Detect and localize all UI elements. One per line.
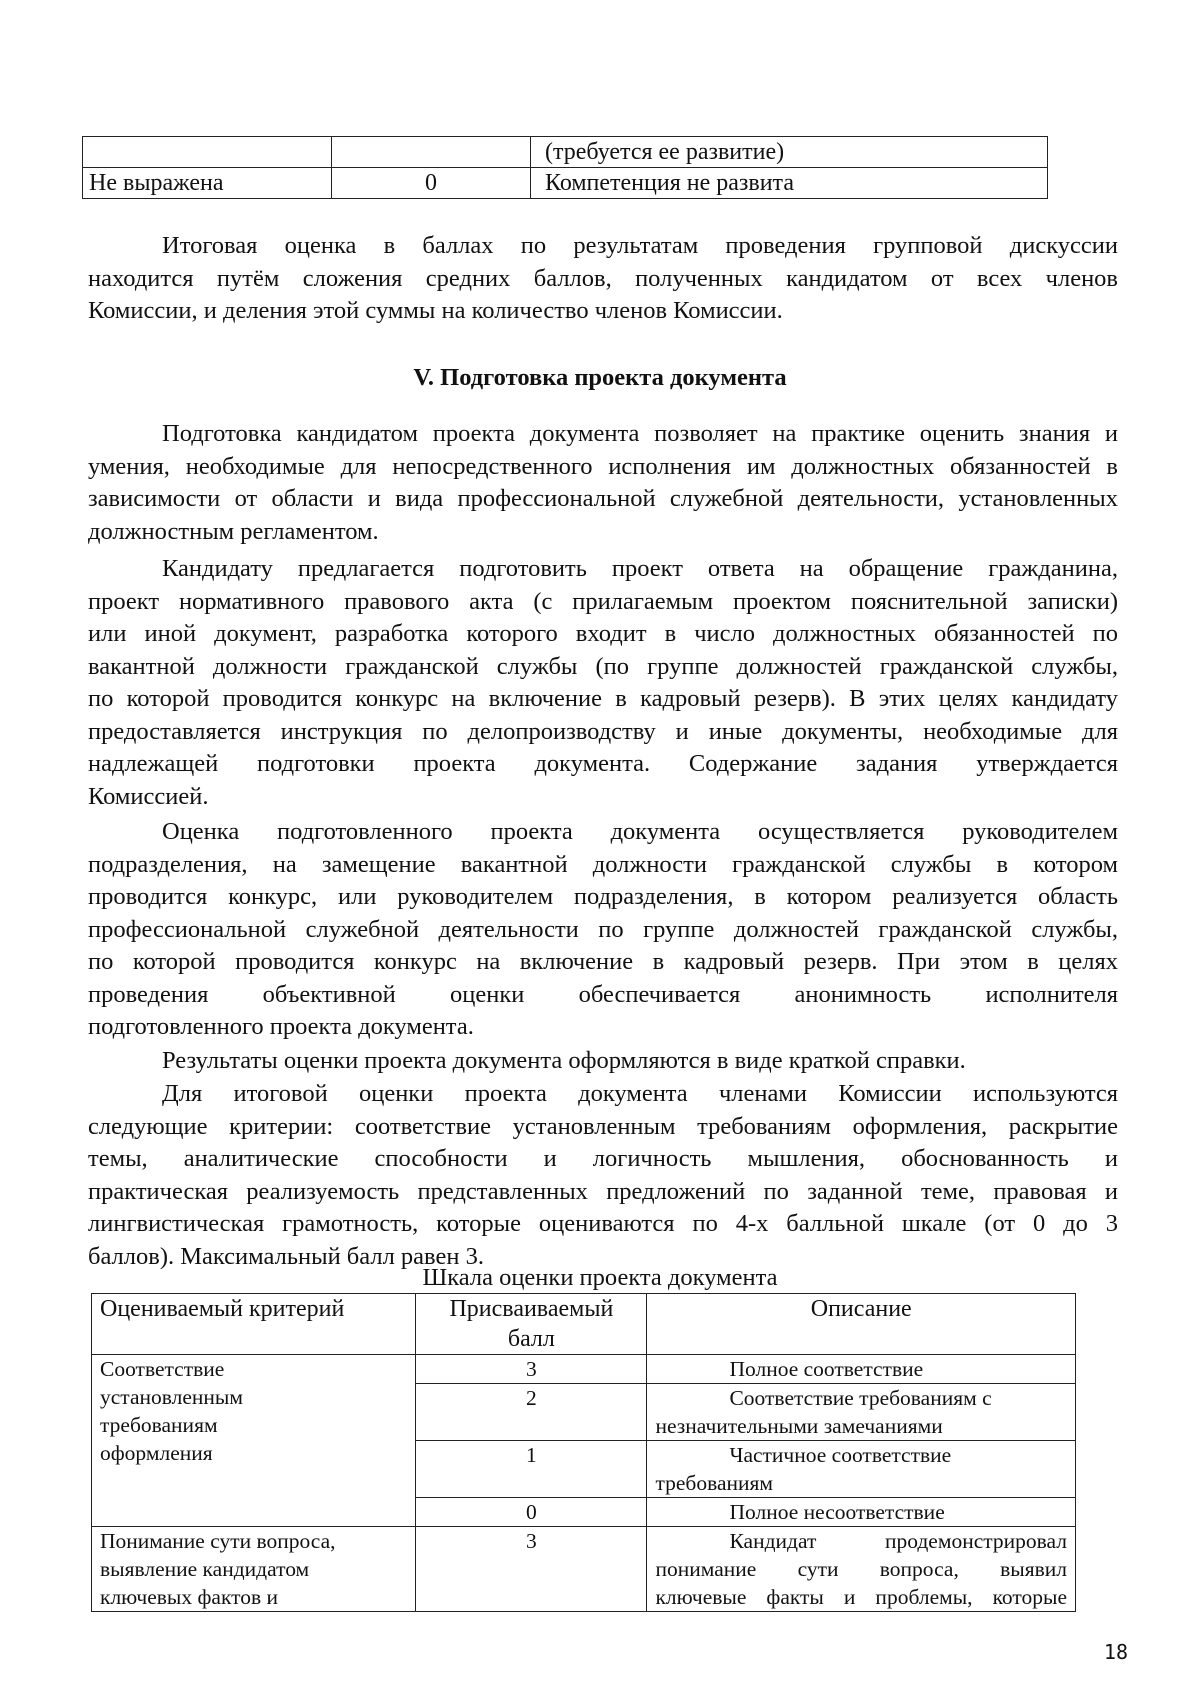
paragraph-final-score <box>88 230 1118 328</box>
text-line: подразделения, на замещение вакантной должности гражданской службы в котором <box>88 850 1118 878</box>
criterion-line: Понимание сути вопроса, <box>100 1529 336 1553</box>
criterion-line: Соответствие <box>100 1357 225 1381</box>
criterion-cell <box>92 1527 416 1612</box>
text-line: вакантной должности гражданской службы (по группе должностей гражданской службы, <box>88 652 1118 680</box>
paragraph-3 <box>88 816 1118 1044</box>
text-line: Результаты оценки проекта документа оформляются в виде краткой справки. <box>162 1047 966 1074</box>
competency-table-fragment <box>82 136 1048 199</box>
text-line: находится путём сложения средних баллов, полученных кандидатом от всех членов <box>88 264 1118 292</box>
criterion-line: установленным <box>100 1385 243 1409</box>
description-cell <box>647 1441 1076 1498</box>
table-cell: (требуется ее развитие) <box>531 137 1048 168</box>
score-cell: 3 <box>416 1527 647 1612</box>
text-line: следующие критерии: соответствие установленным требованиям оформления, раскрытие <box>88 1112 1118 1140</box>
table-row <box>92 1527 1076 1612</box>
paragraph-4 <box>88 1045 1118 1078</box>
text-line: по которой проводится конкурс на включение в кадровый резерв). В этих целях кандидату <box>88 685 1118 712</box>
score-cell: 1 <box>416 1441 647 1498</box>
text-line: Оценка подготовленного проекта документа осуществляется руководителем <box>162 818 1118 845</box>
criterion-line: ключевых фактов и <box>100 1585 279 1609</box>
text-line: должностным регламентом. <box>88 517 379 545</box>
table-row <box>92 1355 1076 1384</box>
description-line: Кандидат продемонстрировал <box>729 1529 1067 1553</box>
description-cell <box>647 1527 1076 1612</box>
section-heading: V. Подготовка проекта документа <box>413 364 787 391</box>
score-cell: 3 <box>416 1355 647 1384</box>
paragraph-5 <box>88 1078 1118 1273</box>
criterion-cell <box>92 1355 416 1527</box>
text-line: профессиональной служебной деятельности по группе должностей гражданской службы, <box>88 915 1118 943</box>
header-description: Описание <box>647 1294 1076 1355</box>
table-header-row <box>92 1294 1076 1355</box>
table-cell: 0 <box>332 168 531 199</box>
header-score-line: балл <box>507 1326 555 1352</box>
score-cell: 2 <box>416 1384 647 1441</box>
text-line: Комиссии, и деления этой суммы на количество членов Комиссии. <box>88 297 783 324</box>
paragraph-1 <box>88 418 1118 548</box>
description-line: Соответствие требованиям с <box>729 1386 992 1410</box>
text-line: умения, необходимые для непосредственного исполнения им должностных обязанностей в <box>88 452 1118 480</box>
text-line: Кандидату предлагается подготовить проект ответа на обращение гражданина, <box>162 555 1118 582</box>
page-number: 18 <box>1103 1640 1128 1664</box>
text-line: предоставляется инструкция по делопроизводству и иные документы, необходимые для <box>88 717 1118 745</box>
description-line: Частичное соответствие <box>729 1443 952 1467</box>
table-cell: Компетенция не развита <box>531 168 1048 199</box>
description-cell <box>647 1384 1076 1441</box>
description-line: незначительными замечаниями <box>655 1414 943 1438</box>
text-line: проведения объективной оценки обеспечивается анонимность исполнителя <box>88 980 1118 1008</box>
text-line: или иной документ, разработка которого входит в число должностных обязанностей по <box>88 620 1118 647</box>
description-line: ключевые факты и проблемы, которые <box>655 1585 1067 1609</box>
paragraph-2 <box>88 553 1118 813</box>
text-line: Комиссией. <box>88 782 209 810</box>
text-line: надлежащей подготовки проекта документа. Содержание задания утверждается <box>88 750 1118 777</box>
text-line: подготовленного проекта документа. <box>88 1013 474 1040</box>
description-cell: Полное соответствие <box>647 1355 1076 1384</box>
table-row <box>83 137 1048 168</box>
text-line: темы, аналитические способности и логичность мышления, обоснованность и <box>88 1145 1118 1172</box>
table-cell <box>332 137 531 168</box>
table-cell <box>83 137 332 168</box>
text-line: Подготовка кандидатом проекта документа позволяет на практике оценить знания и <box>162 420 1118 447</box>
header-score <box>416 1294 647 1355</box>
description-line: требованиям <box>655 1471 774 1495</box>
criterion-line: оформления <box>100 1441 213 1465</box>
table-row <box>83 168 1048 199</box>
text-line: Для итоговой оценки проекта документа членами Комиссии используются <box>162 1080 1118 1107</box>
text-line: проводится конкурс, или руководителем подразделения, в котором реализуется область <box>88 883 1118 910</box>
header-score-line: Присваиваемый <box>449 1296 614 1322</box>
header-criterion: Оцениваемый критерий <box>92 1294 416 1355</box>
text-line: по которой проводится конкурс на включение в кадровый резерв. При этом в целях <box>88 948 1118 975</box>
scale-table <box>91 1293 1076 1612</box>
text-line: проект нормативного правового акта (с прилагаемым проектом пояснительной записки) <box>88 587 1118 615</box>
text-line: практическая реализуемость представленных предложений по заданной теме, правовая и <box>88 1177 1118 1205</box>
text-line: баллов). Максимальный балл равен 3. <box>88 1242 484 1270</box>
description-cell: Полное несоответствие <box>647 1498 1076 1527</box>
score-cell: 0 <box>416 1498 647 1527</box>
description-line: понимание сути вопроса, выявил <box>655 1557 1067 1581</box>
criterion-line: требованиям <box>100 1413 218 1437</box>
text-line: лингвистическая грамотность, которые оцениваются по 4-х балльной шкале (от 0 до 3 <box>88 1210 1118 1237</box>
table-cell: Не выражена <box>83 168 332 199</box>
text-line: зависимости от области и вида профессиональной служебной деятельности, установленных <box>88 485 1118 512</box>
text-line: Итоговая оценка в баллах по результатам проведения групповой дискуссии <box>162 232 1118 259</box>
table-caption: Шкала оценки проекта документа <box>422 1264 778 1291</box>
criterion-line: выявление кандидатом <box>100 1557 310 1581</box>
